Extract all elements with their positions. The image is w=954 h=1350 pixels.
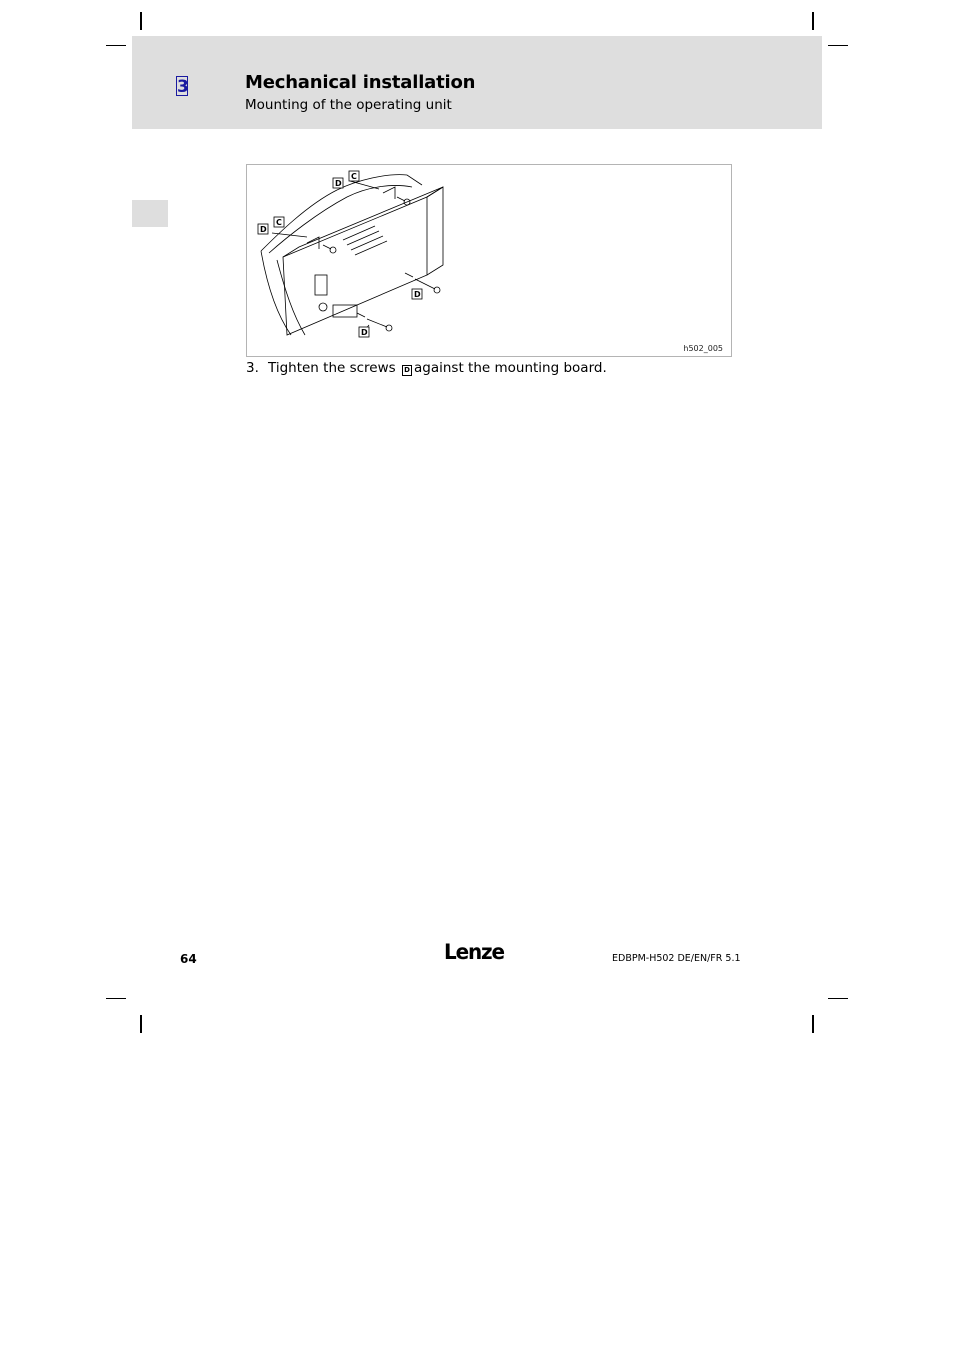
chapter-number[interactable]: 3 [177,77,189,97]
step-text-before: Tighten the screws [268,360,396,376]
crop-mark [828,998,848,999]
figure-label: D [361,328,368,337]
crop-mark [140,1015,142,1033]
figure-label: C [351,172,357,181]
page-subtitle: Mounting of the operating unit [245,97,452,113]
figure-label: D [414,290,421,299]
screw-tag: D [402,365,412,376]
lenze-logo: Lenze [444,940,504,964]
step-text-after: against the mounting board. [414,360,607,376]
step-number: 3. [246,360,259,376]
page-number: 64 [180,952,197,966]
crop-mark [812,12,814,30]
figure-label: D [335,179,342,188]
figure-id: h502_005 [683,344,723,353]
crop-mark [106,45,126,46]
side-tab-marker [132,200,168,227]
page-title: Mechanical installation [245,72,476,93]
crop-mark [106,998,126,999]
document-code: EDBPM-H502 DE/EN/FR 5.1 [612,953,741,964]
instruction-step [246,360,607,376]
figure-label: D [260,225,267,234]
operating-unit-illustration [247,165,733,358]
crop-mark [140,12,142,30]
header-band [132,36,822,129]
figure-label: C [276,218,282,227]
figure-mounting-illustration [246,164,732,357]
crop-mark [812,1015,814,1033]
crop-mark [828,45,848,46]
